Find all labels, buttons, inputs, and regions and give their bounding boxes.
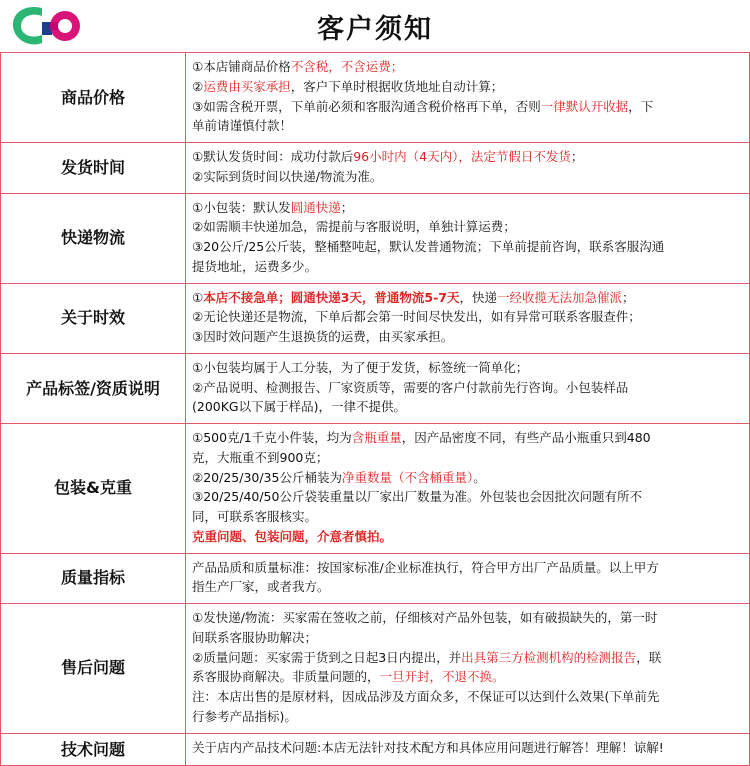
- notice-row-label: 技术问题: [1, 733, 186, 766]
- notice-line: [192, 629, 743, 648]
- page-header: [0, 0, 750, 52]
- notice-line: [192, 328, 743, 347]
- notice-text-segment: ①发快递/物流：买家需在签收之前，仔细核对产品外包装，如有破损缺失的，第一时: [192, 610, 658, 625]
- notice-line: [192, 739, 743, 758]
- notice-line: [192, 578, 743, 597]
- notice-row-label: 售后问题: [1, 604, 186, 734]
- notice-text-segment: ①默认发货时间：成功付款后: [192, 149, 354, 164]
- notice-text-segment: ，快递: [459, 289, 498, 305]
- notice-line: [192, 609, 743, 628]
- notice-line: [192, 429, 743, 448]
- notice-row: [1, 353, 750, 423]
- notice-table-body: [1, 53, 750, 766]
- notice-row-content: [186, 143, 750, 194]
- notice-text-segment: ①小包装均属于人工分装，为了便于发货，标签统一简单化；: [192, 359, 529, 375]
- notice-text-segment: 行参考产品指标)。: [192, 708, 297, 724]
- notice-line: [192, 708, 743, 727]
- notice-row-label: 产品标签/资质说明: [1, 353, 186, 423]
- notice-text-segment: 间联系客服协助解决；: [192, 629, 318, 645]
- notice-line: [192, 668, 743, 687]
- notice-line: [192, 238, 743, 257]
- notice-line: [192, 688, 743, 707]
- notice-text-segment: ，因产品密度不同，有些产品小瓶重只到480: [401, 430, 651, 445]
- notice-row: [1, 193, 750, 283]
- notice-row-content: [186, 424, 750, 554]
- notice-row-label: 包装&克重: [1, 424, 186, 554]
- notice-line: [192, 78, 743, 97]
- notice-line: [192, 168, 743, 187]
- notice-row-content: [186, 283, 750, 353]
- notice-line: [192, 258, 743, 277]
- notice-text-segment: 产品品质和质量标准：按国家标准/企业标准执行，符合甲方出厂产品质量。以上甲方: [192, 559, 659, 575]
- notice-text-segment: ，联: [636, 649, 662, 665]
- notice-row-label: 商品价格: [1, 53, 186, 143]
- notice-line: [192, 528, 743, 547]
- notice-text-segment: ②质量问题：买家需于货到之日起3日内提出，并: [192, 649, 462, 665]
- notice-text-segment: 出具第三方检测机构的检测报告: [461, 649, 637, 665]
- notice-line: [192, 58, 743, 77]
- notice-text-segment: ③20/25/40/50公斤袋装重量以厂家出厂数量为准。外包装也会因批次问题有所不: [192, 489, 642, 505]
- notice-line: [192, 508, 743, 527]
- notice-line: [192, 117, 743, 136]
- notice-text-segment: 不含税，不含运费；: [290, 59, 404, 74]
- notice-row-content: [186, 353, 750, 423]
- notice-text-segment: 单前请谨慎付款！: [192, 118, 293, 134]
- notice-line: [192, 218, 743, 237]
- notice-row-label: 关于时效: [1, 283, 186, 353]
- notice-row-content: [186, 53, 750, 143]
- notice-text-segment: ①小包装：默认发: [192, 199, 291, 215]
- notice-text-segment: 注：本店出售的是原材料，因成品涉及方面众多，不保证可以达到什么效果(下单前先: [192, 689, 660, 704]
- notice-line: [192, 559, 743, 578]
- notice-row: [1, 143, 750, 194]
- notice-line: [192, 148, 743, 167]
- notice-text-segment: ②产品说明、检测报告、厂家资质等，需要的客户付款前先行咨询。小包装样品: [192, 379, 629, 395]
- notice-text-segment: ①本店铺商品价格: [192, 59, 291, 74]
- notice-text-segment: 同，可联系客服核实。: [192, 509, 318, 524]
- notice-text-segment: 一经收揽无法加急催派: [497, 289, 623, 305]
- notice-text-segment: ；: [340, 199, 354, 215]
- notice-text-segment: ，客户下单时根据收货地址自动计算；: [290, 78, 504, 94]
- notice-row: [1, 733, 750, 766]
- notice-text-segment: 克重问题、包装问题，介意者慎拍。: [192, 528, 393, 544]
- notice-text-segment: 一旦开封，不退不换。: [379, 669, 505, 685]
- notice-line: [192, 488, 743, 507]
- notice-text-segment: ③如需含税开票，下单前必须和客服沟通含税价格再下单，否则: [192, 98, 541, 114]
- notice-row-label: 发货时间: [1, 143, 186, 194]
- notice-row: [1, 53, 750, 143]
- notice-row: [1, 283, 750, 353]
- notice-line: [192, 398, 743, 417]
- notice-text-segment: 克，大瓶重不到900克；: [192, 449, 329, 465]
- notice-text-segment: ，下: [628, 98, 654, 114]
- notice-line: [192, 199, 743, 218]
- notice-line: [192, 308, 743, 327]
- notice-text-segment: 。: [473, 469, 486, 485]
- notice-text-segment: ；: [570, 149, 584, 164]
- notice-line: [192, 469, 743, 488]
- notice-text-segment: ③因时效问题产生退换货的运费，由买家承担。: [192, 329, 454, 344]
- notice-row: [1, 553, 750, 604]
- notice-row-label: 质量指标: [1, 553, 186, 604]
- notice-row-label: 快递物流: [1, 193, 186, 283]
- notice-line: [192, 359, 743, 378]
- page-title: 客户须知: [317, 13, 433, 45]
- notice-text-segment: ②实际到货时间以快递/物流为准。: [192, 168, 383, 184]
- notice-text-segment: ②无论快递还是物流，下单后都会第一时间尽快发出，如有异常可联系客服查件；: [192, 309, 641, 325]
- notice-text-segment: ；: [622, 289, 635, 305]
- notice-line: [192, 289, 743, 308]
- notice-row: [1, 424, 750, 554]
- notice-row-content: [186, 193, 750, 283]
- notice-text-segment: 96小时内（4天内），法定节假日不发货: [353, 149, 571, 164]
- notice-row-content: [186, 604, 750, 734]
- notice-line: [192, 449, 743, 468]
- notice-table: [0, 52, 750, 766]
- notice-text-segment: 运费由买家承担: [203, 78, 291, 94]
- notice-text-segment: ②如需顺丰快递加急，需提前与客服说明，单独计算运费；: [192, 219, 516, 235]
- notice-line: [192, 379, 743, 398]
- notice-text-segment: 圆通快递: [290, 199, 341, 215]
- notice-text-segment: (200KG以下属于样品)，一律不提供。: [192, 399, 406, 415]
- notice-text-segment: 含瓶重量: [351, 430, 402, 445]
- notice-text-segment: ③20公斤/25公斤装，整桶整吨起，默认发普通物流；下单前提前咨询，联系客服沟通: [192, 239, 665, 254]
- notice-text-segment: ①500克/1千克小件装，均为: [192, 430, 352, 445]
- company-logo: [8, 2, 92, 50]
- notice-text-segment: 净重数量（不含桶重量）: [341, 469, 474, 485]
- notice-text-segment: 本店不接急单；圆通快递3天，普通物流5-7天: [203, 289, 460, 305]
- notice-text-segment: 指生产厂家，或者我方。: [192, 579, 330, 595]
- notice-text-segment: ①: [192, 289, 204, 305]
- notice-text-segment: ②: [192, 78, 204, 94]
- notice-row-content: [186, 553, 750, 604]
- notice-text-segment: 一律默认开收据: [540, 98, 629, 114]
- notice-text-segment: 提货地址，运费多少。: [192, 258, 318, 274]
- notice-line: [192, 649, 743, 668]
- notice-text-segment: 关于店内产品技术问题:本店无法针对技术配方和具体应用问题进行解答！理解！谅解!: [192, 740, 664, 756]
- notice-row: [1, 604, 750, 734]
- notice-line: [192, 98, 743, 117]
- notice-text-segment: 系客服协商解决。非质量问题的，: [192, 669, 380, 685]
- notice-row-content: [186, 733, 750, 766]
- notice-text-segment: ②20/25/30/35公斤桶装为: [192, 469, 342, 485]
